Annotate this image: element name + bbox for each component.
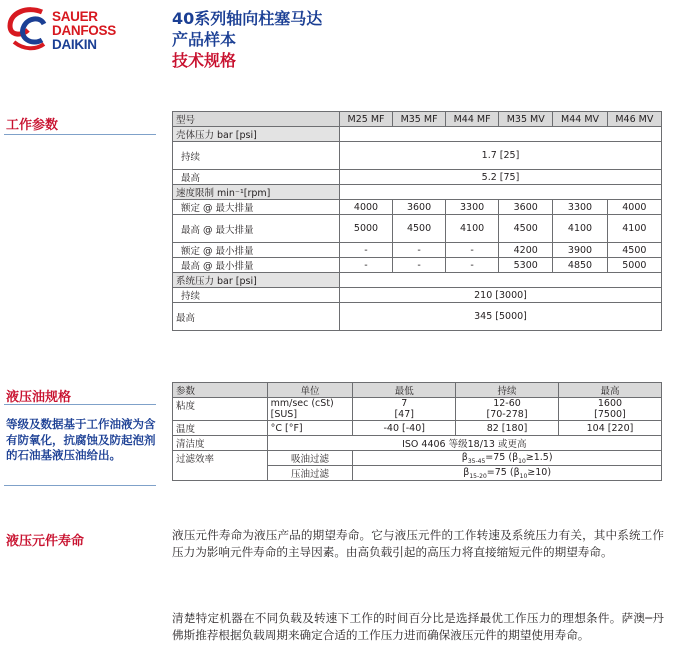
table-row xyxy=(173,451,662,466)
row-label: 额定 @ 最小排量 xyxy=(173,243,340,258)
table-row xyxy=(173,243,662,258)
section-operating: 工作参数 xyxy=(6,118,59,133)
table-row xyxy=(173,170,662,185)
cell: 3600 xyxy=(499,200,553,215)
header-col: M46 MV xyxy=(607,112,661,127)
header-col: M44 MF xyxy=(446,112,499,127)
section-life: 液压元件寿命 xyxy=(6,534,85,549)
cell: -40 [-40] xyxy=(353,421,456,436)
table-row xyxy=(173,421,662,436)
cell: $\beta_{15-20}=75$ $(\beta_{10}\ge 10)$ xyxy=(353,466,662,481)
row-label: 过滤效率 xyxy=(173,451,268,481)
logo-line1: SAUER xyxy=(52,9,98,24)
logo-swoosh-icon xyxy=(6,6,48,52)
table-header-row xyxy=(173,383,662,398)
cell: 4000 xyxy=(607,200,661,215)
table-row xyxy=(173,288,662,303)
cell: - xyxy=(393,243,446,258)
row-label: 最高 @ 最小排量 xyxy=(173,258,340,273)
life-paragraph-1: 液压元件寿命为液压产品的期望寿命。它与液压元件的工作转速及系统压力有关，其中系统工作压力为影响元件寿命的主导因素。由高负载引起的高压力将直接缩短元件的期望寿命。 xyxy=(172,528,664,559)
table-row xyxy=(173,273,662,288)
cell: 3600 xyxy=(393,200,446,215)
cell: 1600 [7500] xyxy=(558,398,661,421)
row-label: 粘度 xyxy=(173,398,268,421)
divider xyxy=(4,134,156,135)
table-row xyxy=(173,200,662,215)
header-col: M44 MV xyxy=(553,112,607,127)
cell: - xyxy=(340,258,393,273)
row-label: 最高 xyxy=(173,303,340,331)
table-row xyxy=(173,185,662,200)
table-row xyxy=(173,303,662,331)
cell: 4850 xyxy=(553,258,607,273)
life-paragraph-2: 清楚特定机器在不同负载及转速下工作的时间百分比是选择最优工作压力的理想条件。萨澳─丹佛斯推荐根据负载周期来确定合适的工作压力进而确保液压元件的期望使用寿命。 xyxy=(172,611,664,642)
row-label: 最高 @ 最大排量 xyxy=(173,215,340,243)
divider xyxy=(4,404,156,405)
logo-line3: DAIKIN xyxy=(52,37,97,52)
cell: °C [°F] xyxy=(267,421,353,436)
cell: 4100 xyxy=(446,215,499,243)
cell: - xyxy=(446,258,499,273)
cell: 5.2 [75] xyxy=(340,170,662,185)
header-param: 参数 xyxy=(173,383,268,398)
company-logo xyxy=(6,6,126,56)
cell: 345 [5000] xyxy=(340,303,662,331)
cell: mm/sec (cSt) [SUS] xyxy=(267,398,353,421)
cell: 5000 xyxy=(607,258,661,273)
row-label: 系统压力 bar [psi] xyxy=(173,273,340,288)
cell: - xyxy=(393,258,446,273)
page-title xyxy=(172,8,322,71)
cell: 4100 xyxy=(607,215,661,243)
cell: 4500 xyxy=(499,215,553,243)
cell: 压油过滤 xyxy=(267,466,353,481)
header-model: 型号 xyxy=(173,112,340,127)
row-label: 持续 xyxy=(173,142,340,170)
cell: 4200 xyxy=(499,243,553,258)
table-row xyxy=(173,258,662,273)
logo-text xyxy=(52,10,116,52)
cell: ISO 4406 等级18/13 或更高 xyxy=(267,436,661,451)
header-col: M35 MV xyxy=(499,112,553,127)
row-label: 最高 xyxy=(173,170,340,185)
row-label: 速度限制 min⁻¹[rpm] xyxy=(173,185,340,200)
cell: 12-60 [70-278] xyxy=(456,398,559,421)
cell: 3300 xyxy=(553,200,607,215)
cell: - xyxy=(340,243,393,258)
cell: 4500 xyxy=(607,243,661,258)
fluid-note: 等级及数据基于工作油液为含有防氧化，抗腐蚀及防起泡剂的石油基液压油给出。 xyxy=(6,417,156,462)
cell: 104 [220] xyxy=(558,421,661,436)
row-label: 额定 @ 最大排量 xyxy=(173,200,340,215)
fluid-table xyxy=(172,382,662,481)
table-row xyxy=(173,436,662,451)
table-row xyxy=(173,127,662,142)
cell: 3900 xyxy=(553,243,607,258)
section-fluid: 液压油规格 xyxy=(6,390,72,405)
title-catalog: 产品样本 xyxy=(172,30,237,49)
cell: $\beta_{35-45}=75$ $(\beta_{10}\ge 1.5)$ xyxy=(353,451,662,466)
row-label: 持续 xyxy=(173,288,340,303)
header-col: M35 MF xyxy=(393,112,446,127)
cell: 82 [180] xyxy=(456,421,559,436)
logo-line2: DANFOSS xyxy=(52,23,116,38)
row-label: 温度 xyxy=(173,421,268,436)
row-label: 清洁度 xyxy=(173,436,268,451)
cell: 7 [47] xyxy=(353,398,456,421)
cell: 210 [3000] xyxy=(340,288,662,303)
cell: 5000 xyxy=(340,215,393,243)
divider xyxy=(4,485,156,486)
cell: 4100 xyxy=(553,215,607,243)
row-label: 壳体压力 bar [psi] xyxy=(173,127,340,142)
header-cont: 持续 xyxy=(456,383,559,398)
table-row xyxy=(173,215,662,243)
table-header-row xyxy=(173,112,662,127)
cell: 1.7 [25] xyxy=(340,142,662,170)
table-row xyxy=(173,142,662,170)
cell: 吸油过滤 xyxy=(267,451,353,466)
header-unit: 单位 xyxy=(267,383,353,398)
cell: 3300 xyxy=(446,200,499,215)
header-max: 最高 xyxy=(558,383,661,398)
cell: 4500 xyxy=(393,215,446,243)
cell: - xyxy=(446,243,499,258)
table-row xyxy=(173,398,662,421)
header-min: 最低 xyxy=(353,383,456,398)
cell: 5300 xyxy=(499,258,553,273)
operating-table xyxy=(172,111,662,331)
cell: 4000 xyxy=(340,200,393,215)
title-series: 40系列轴向柱塞马达 xyxy=(172,9,323,28)
header-col: M25 MF xyxy=(340,112,393,127)
title-specs: 技术规格 xyxy=(172,51,237,70)
